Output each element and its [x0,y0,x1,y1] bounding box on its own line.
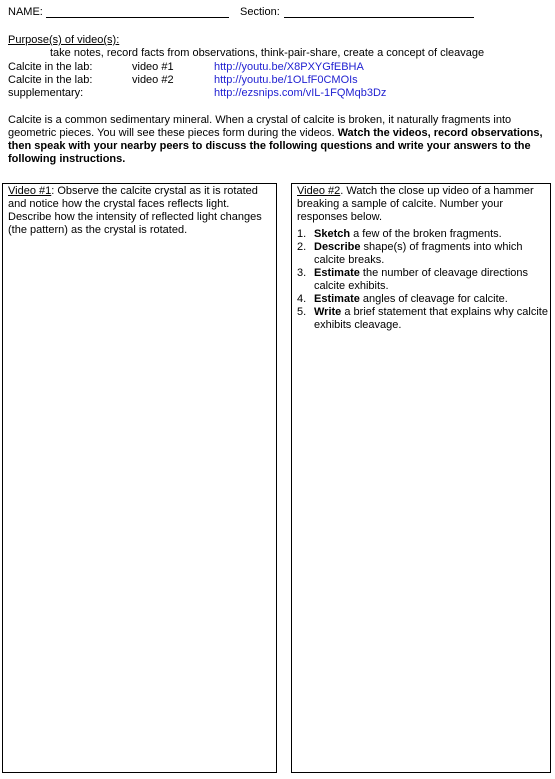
video-2-title: Video #2 [297,185,341,197]
video-2-label: Calcite in the lab: [8,74,93,86]
intro-text: Calcite is a common sedimentary mineral. When a crystal of calcite is broken, it naturally fragments into geometric pieces. You will see these pieces form during the videos. [8,114,512,139]
video-1-link[interactable]: http://youtu.be/X8PXYGfEBHA [214,61,364,73]
task-verb: Estimate [314,267,360,279]
task-number: 5. [297,306,307,318]
supplementary-label: supplementary: [8,87,84,99]
video-1-label: Calcite in the lab: [8,61,93,73]
task-number: 1. [297,228,307,240]
video-2-box[interactable] [291,183,551,773]
task-number: 2. [297,241,307,253]
video-1-prompt [3,184,276,238]
video-1-box[interactable] [2,183,277,773]
supplementary-link[interactable]: http://ezsnips.com/vIL-1FQMqb3Dz [214,87,387,99]
video-2-tag: video #2 [132,74,174,86]
task-verb: Write [314,306,342,318]
task-item [292,267,550,293]
video-1-tag: video #1 [132,61,174,73]
name-label: NAME: [8,6,43,18]
section-label: Section: [240,6,280,18]
task-text: angles of cleavage for calcite. [359,293,508,305]
task-text: a few of the broken fragments. [350,228,502,240]
section-blank[interactable] [284,17,474,18]
video-2-instructions: . Watch the close up video of a hammer breaking a sample of calcite. Number your responses below. [297,185,534,223]
intro-paragraph [8,114,548,166]
task-verb: Describe [314,241,361,253]
task-number: 3. [297,267,307,279]
task-item [292,228,550,241]
video-2-prompt [292,184,550,225]
name-blank[interactable] [46,17,229,18]
video-1-title: Video #1 [8,185,52,197]
task-verb: Sketch [314,228,351,240]
task-text: a brief statement that explains why calcite exhibits cleavage. [314,306,548,331]
task-text: shape(s) of fragments into which calcite breaks. [314,241,523,266]
task-number: 4. [297,293,307,305]
video-1-instructions: : Observe the calcite crystal as it is rotated and notice how the crystal faces reflects light. Describe how the intensity of reflected light changes (the pattern) as the crystal is rotated. [8,185,262,236]
task-item [292,306,550,332]
purpose-text: take notes, record facts from observations, think-pair-share, create a concept of cleavage [50,47,485,59]
task-verb: Estimate [314,293,360,305]
task-item [292,241,550,267]
purpose-heading: Purpose(s) of video(s): [8,34,120,46]
video-2-task-list [292,228,550,332]
video-2-link[interactable]: http://youtu.be/1OLfF0CMOIs [214,74,358,86]
task-item [292,293,550,306]
intro-instructions: Watch the videos, record observations, then speak with your nearby peers to discuss the following questions and write your answers to the following instructions. [8,127,543,165]
task-text: the number of cleavage directions calcite exhibits. [314,267,529,292]
